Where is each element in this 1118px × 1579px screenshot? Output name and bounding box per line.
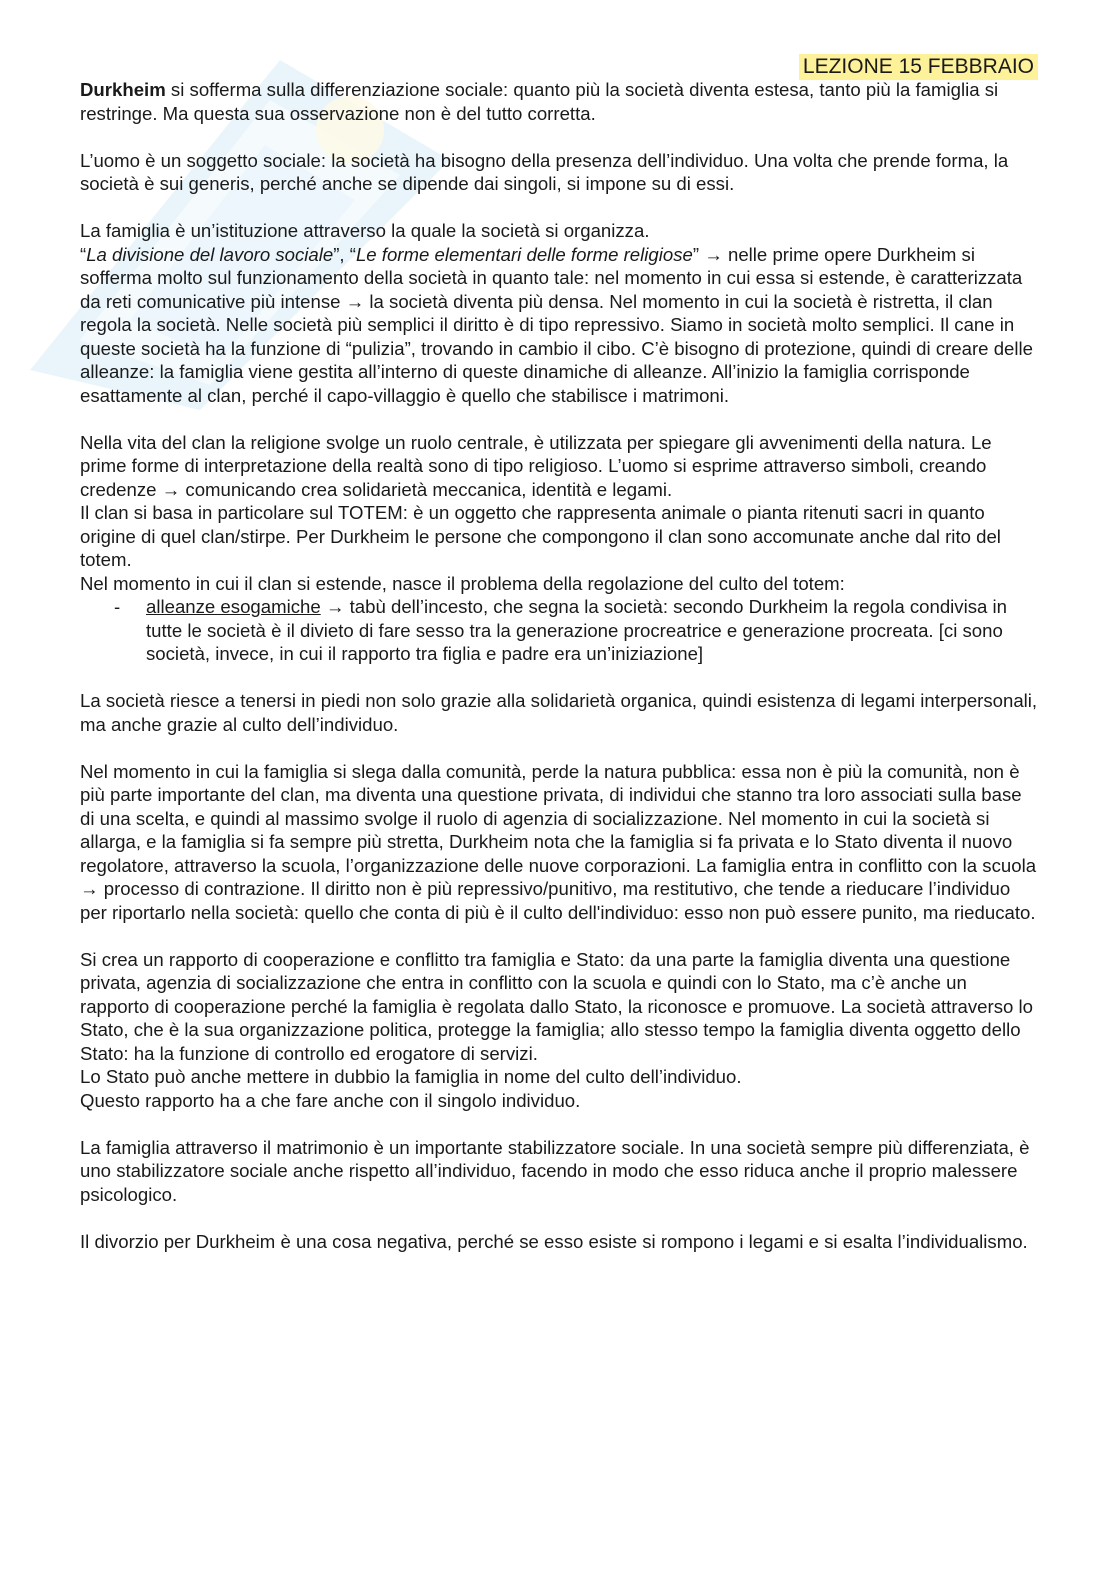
- book-title-1: La divisione del lavoro sociale: [86, 243, 334, 265]
- bullet-list: [80, 595, 1040, 666]
- paragraph-1-text: si sofferma sulla differenziazione sociale: quanto più la società diventa estesa, tanto più la famiglia si restringe. Ma questa sua osservazione non è del tutto corretta.: [80, 79, 999, 124]
- paragraph-7c: Questo rapporto ha a che fare anche con il singolo individuo.: [80, 1089, 581, 1111]
- dash-bullet: -: [114, 596, 121, 617]
- quote-mark: “: [80, 243, 87, 265]
- paragraph-1: [80, 78, 1040, 125]
- bold-lead: Durkheim: [80, 79, 166, 100]
- list-item: [80, 595, 1040, 666]
- paragraph-3: [80, 243, 1040, 408]
- paragraph-3-text: ” → nelle prime opere Durkheim si sofferma molto sul funzionamento della società in quanto tale: nel momento in cui essa si estende, è caratterizzata da reti comunicative più intense → la società diventa più densa. Nel momento in cui la società è ristretta, il clan regola la società. Nelle società più semplici il diritto è di tipo repressivo. Siamo in società molto semplici. Il cane in queste società ha la funzione di “pulizia”, trovando in cambio il cibo. C’è bisogno di protezione, quindi di creare delle alleanze: la famiglia viene gestita all’interno di queste dinamiche di alleanze. All’inizio la famiglia corrisponde esattamente al clan, perché il capo-villaggio è quello che stabilisce i matrimoni.: [80, 243, 1033, 406]
- document-body: [80, 78, 1040, 1277]
- list-item-text: → tabù dell’incesto, che segna la società: secondo Durkheim la regola condivisa in tutte le società è il divieto di fare sesso tra la generazione procreatrice e generazione procreata. [ci sono società, invece, in cui il rapporto tra figlia e padre era un’iniziazione]: [146, 596, 1007, 664]
- book-title-2: Le forme elementari delle forme religiose: [355, 243, 693, 265]
- lesson-date-label: LEZIONE 15 FEBBRAIO: [799, 54, 1038, 80]
- paragraph-9: Il divorzio per Durkheim è una cosa negativa, perché se esso esiste si rompono i legami e si esalta l’individualismo.: [80, 1230, 1028, 1252]
- paragraph-4c: Nel momento in cui il clan si estende, nasce il problema della regolazione del culto del totem:: [80, 572, 845, 594]
- paragraph-7b: Lo Stato può anche mettere in dubbio la famiglia in nome del culto dell’individuo.: [80, 1066, 742, 1087]
- underlined-term: alleanze esogamiche: [146, 596, 321, 617]
- paragraph-4a: Nella vita del clan la religione svolge un ruolo centrale, è utilizzata per spiegare gli avvenimenti della natura. Le prime forme di interpretazione della realtà sono di tipo religioso. L’uomo si esprime attraverso simboli, creando credenze → comunicando crea solidarietà meccanica, identità e legami.: [80, 431, 992, 500]
- paragraph-5: La società riesce a tenersi in piedi non solo grazie alla solidarietà organica, quindi esistenza di legami interpersonali, ma anche grazie al culto dell’individuo.: [80, 690, 1038, 735]
- paragraph-3-line-1: La famiglia è un’istituzione attraverso la quale la società si organizza.: [80, 220, 650, 241]
- paragraph-7a: Si crea un rapporto di cooperazione e conflitto tra famiglia e Stato: da una parte la famiglia diventa una questione privata, agenzia di socializzazione che entra in conflitto con la scuola e quindi con lo Stato, ma c’è anche un rapporto di cooperazione perché la famiglia è regolata dallo Stato, la riconosce e promuove. La società attraverso lo Stato, che è la sua organizzazione politica, protegge la famiglia; allo stesso tempo la famiglia diventa oggetto dello Stato: ha la funzione di controllo ed erogatore di servizi.: [80, 948, 1033, 1064]
- quote-separator: ”, “: [333, 243, 356, 265]
- paragraph-2: L’uomo è un soggetto sociale: la società ha bisogno della presenza dell’individuo. Una volta che prende forma, la società è sui generis, perché anche se dipende dai singoli, si impone su di essi.: [80, 149, 1009, 194]
- paragraph-8: La famiglia attraverso il matrimonio è un importante stabilizzatore sociale. In una società sempre più differenziata, è uno stabilizzatore sociale anche rispetto all’individuo, facendo in modo che esso riduca anche il proprio malessere psicologico.: [80, 1136, 1030, 1205]
- paragraph-6: Nel momento in cui la famiglia si slega dalla comunità, perde la natura pubblica: essa non è più la comunità, non è più parte importante del clan, ma diventa una questione privata, di individui che stanno tra loro associati sulla base di una scelta, e quindi al massimo svolge il ruolo di agenzia di socializzazione. Nel momento in cui la società si allarga, e la famiglia si fa sempre più stretta, Durkheim nota che la famiglia si fa privata e lo Stato diventa il nuovo regolatore, attraverso la scuola, l’organizzazione delle nuove corporazioni. La famiglia entra in conflitto con la scuola → processo di contrazione. Il diritto non è più repressivo/punitivo, ma restitutivo, che tende a rieducare l’individuo per riportarlo nella società: quello che conta di più è il culto dell'individuo: esso non può essere punito, ma rieducato.: [80, 760, 1037, 923]
- paragraph-4b: Il clan si basa in particolare sul TOTEM: è un oggetto che rappresenta animale o pianta ritenuti sacri in quanto origine di quel clan/stirpe. Per Durkheim le persone che compongono il clan sono accomunate anche dal rito del totem.: [80, 502, 1001, 570]
